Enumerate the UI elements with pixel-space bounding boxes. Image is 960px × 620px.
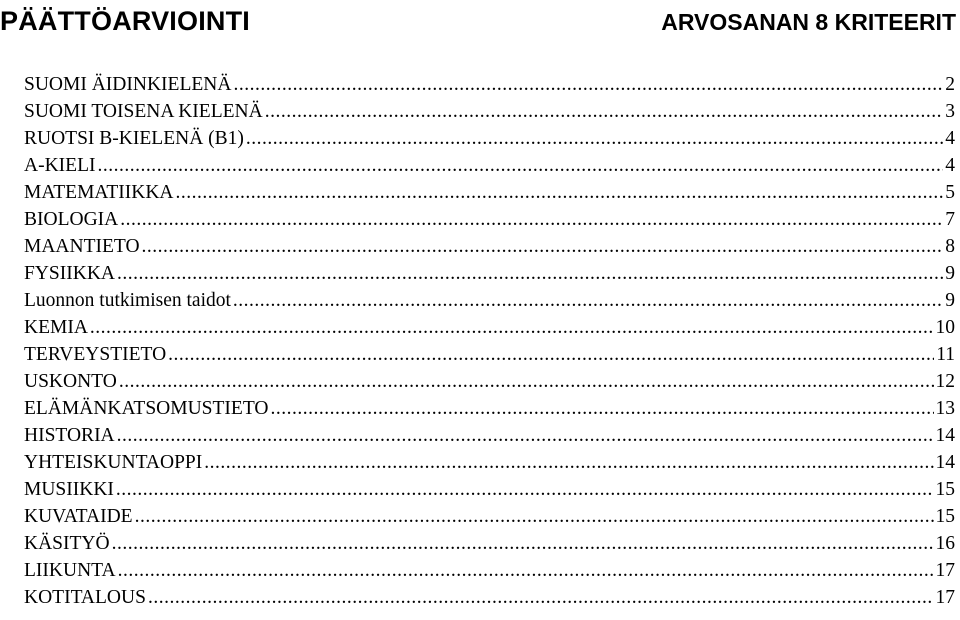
- toc-entry[interactable]: [24, 584, 955, 611]
- toc-dot-leader: [117, 422, 934, 449]
- toc-entry-page-number: 4: [945, 128, 955, 149]
- toc-dot-leader: [265, 98, 944, 125]
- toc-entry-page-number: 14: [935, 425, 955, 446]
- toc-dot-leader: [97, 152, 943, 179]
- toc-entry[interactable]: [24, 287, 955, 314]
- toc-entry-label: USKONTO: [24, 371, 117, 392]
- toc-entry-label: KÄSITYÖ: [24, 533, 110, 554]
- toc-entry-label: RUOTSI B-KIELENÄ (B1): [24, 128, 244, 149]
- toc-entry-label: YHTEISKUNTAOPPI: [24, 452, 203, 473]
- toc-dot-leader: [176, 179, 944, 206]
- toc-dot-leader: [112, 530, 934, 557]
- toc-entry[interactable]: [24, 449, 955, 476]
- toc-entry[interactable]: [24, 125, 955, 152]
- toc-entry[interactable]: [24, 260, 955, 287]
- toc-entry-label: LIIKUNTA: [24, 560, 116, 581]
- toc-dot-leader: [270, 395, 933, 422]
- toc-entry-label: KUVATAIDE: [24, 506, 133, 527]
- toc-entry-label: KEMIA: [24, 317, 88, 338]
- toc-entry[interactable]: [24, 503, 955, 530]
- toc-entry-page-number: 17: [935, 560, 955, 581]
- toc-entry-page-number: 10: [935, 317, 955, 338]
- toc-entry-label: MUSIIKKI: [24, 479, 114, 500]
- toc-dot-leader: [118, 557, 934, 584]
- toc-entry[interactable]: [24, 530, 955, 557]
- toc-dot-leader: [142, 233, 944, 260]
- toc-entry-label: MAANTIETO: [24, 236, 140, 257]
- toc-entry-page-number: 16: [935, 533, 955, 554]
- toc-entry-page-number: 4: [945, 155, 955, 176]
- toc-entry-label: MATEMATIIKKA: [24, 182, 174, 203]
- toc-entry-page-number: 14: [935, 452, 955, 473]
- toc-dot-leader: [135, 503, 934, 530]
- toc-dot-leader: [168, 341, 934, 368]
- toc-dot-leader: [148, 584, 934, 611]
- toc-entry[interactable]: [24, 476, 955, 503]
- toc-entry-label: ELÄMÄNKATSOMUSTIETO: [24, 398, 269, 419]
- toc-dot-leader: [204, 449, 933, 476]
- toc-entry[interactable]: [24, 98, 955, 125]
- toc-entry-page-number: 5: [945, 182, 955, 203]
- table-of-contents: [24, 71, 955, 611]
- toc-dot-leader: [233, 71, 943, 98]
- toc-entry-page-number: 11: [936, 344, 955, 365]
- toc-entry-page-number: 8: [945, 236, 955, 257]
- toc-entry-label: FYSIIKKA: [24, 263, 116, 284]
- toc-entry-label: SUOMI ÄIDINKIELENÄ: [24, 74, 232, 95]
- toc-entry[interactable]: [24, 179, 955, 206]
- toc-entry[interactable]: [24, 557, 955, 584]
- toc-entry[interactable]: [24, 71, 955, 98]
- page-title: PÄÄTTÖARVIOINTI: [0, 6, 251, 36]
- toc-entry[interactable]: [24, 152, 955, 179]
- toc-entry-label: SUOMI TOISENA KIELENÄ: [24, 101, 263, 122]
- toc-entry-page-number: 15: [935, 479, 955, 500]
- toc-entry-page-number: 7: [945, 209, 955, 230]
- toc-dot-leader: [119, 368, 934, 395]
- toc-entry-label: BIOLOGIA: [24, 209, 119, 230]
- toc-entry-page-number: 12: [935, 371, 955, 392]
- toc-dot-leader: [120, 206, 943, 233]
- toc-entry[interactable]: [24, 422, 955, 449]
- toc-entry[interactable]: [24, 368, 955, 395]
- page-subtitle: ARVOSANAN 8 KRITEERIT: [661, 9, 956, 35]
- toc-entry-page-number: 15: [935, 506, 955, 527]
- toc-entry[interactable]: [24, 206, 955, 233]
- toc-entry-page-number: 2: [945, 74, 955, 95]
- toc-entry-label: A-KIELI: [24, 155, 96, 176]
- toc-dot-leader: [116, 476, 934, 503]
- toc-dot-leader: [90, 314, 934, 341]
- toc-entry-page-number: 9: [945, 290, 955, 311]
- toc-dot-leader: [233, 287, 943, 314]
- toc-entry-page-number: 17: [935, 587, 955, 608]
- toc-entry-label: HISTORIA: [24, 425, 115, 446]
- toc-dot-leader: [246, 125, 943, 152]
- toc-dot-leader: [117, 260, 943, 287]
- toc-entry-label: Luonnon tutkimisen taidot: [24, 290, 231, 311]
- toc-entry[interactable]: [24, 314, 955, 341]
- toc-entry[interactable]: [24, 233, 955, 260]
- toc-entry[interactable]: [24, 341, 955, 368]
- toc-entry-page-number: 3: [945, 101, 955, 122]
- toc-entry[interactable]: [24, 395, 955, 422]
- toc-entry-page-number: 13: [935, 398, 955, 419]
- toc-entry-label: KOTITALOUS: [24, 587, 146, 608]
- page-header: [0, 4, 958, 40]
- toc-entry-label: TERVEYSTIETO: [24, 344, 167, 365]
- toc-entry-page-number: 9: [945, 263, 955, 284]
